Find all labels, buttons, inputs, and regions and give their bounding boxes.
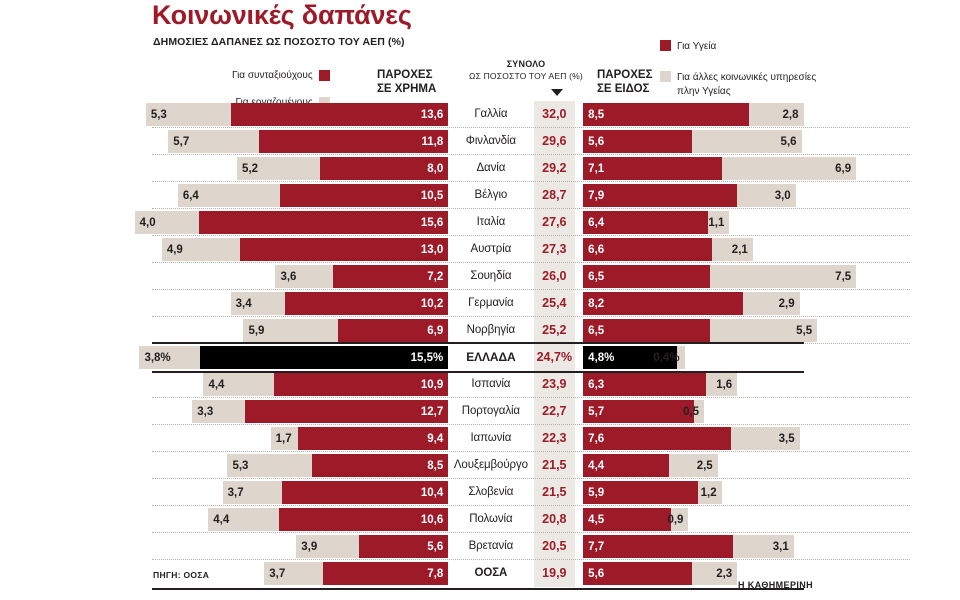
right-bar-group	[583, 535, 960, 558]
bar-pensions	[274, 373, 448, 396]
bar-value-other-services: 0,9	[667, 513, 684, 526]
bar-value-workers: 4,4	[213, 513, 230, 526]
chart-row	[0, 263, 960, 290]
bar-value-workers: 3,8%	[144, 351, 171, 364]
bar-health	[583, 103, 749, 126]
bar-value-workers: 5,3	[150, 108, 167, 121]
bar-health	[583, 319, 710, 342]
country-label: Βέλγιο	[474, 189, 508, 201]
country-label: Ισπανία	[471, 378, 511, 390]
total-value: 29,6	[534, 128, 576, 155]
country-label: Νορβηγία	[466, 324, 516, 336]
bar-health	[583, 454, 669, 477]
header-inkind-line1: ΠΑΡΟΧΕΣ	[597, 69, 653, 81]
left-bar-group	[0, 238, 448, 261]
right-bar-group	[583, 400, 960, 423]
bar-workers	[264, 562, 323, 585]
bar-pensions	[279, 508, 449, 531]
bar-other-services	[710, 319, 817, 342]
bar-value-health: 4,4	[588, 459, 605, 472]
bar-health	[583, 265, 710, 288]
bar-value-health: 6,5	[588, 324, 605, 337]
bar-value-pensions: 10,4	[420, 486, 444, 499]
left-bar-group	[0, 130, 448, 153]
legend-label-other: Για άλλες κοινωνικές υπηρεσίες πλην Υγείας	[677, 72, 817, 97]
bar-workers	[231, 292, 285, 315]
bar-value-health: 6,6	[588, 243, 605, 256]
bar-value-pensions: 11,8	[421, 135, 444, 148]
left-bar-group	[0, 265, 448, 288]
bar-value-pensions: 10,2	[420, 297, 444, 310]
bar-value-other-services: 5,5	[796, 324, 813, 337]
total-value: 25,4	[534, 290, 576, 317]
bar-other-services	[692, 562, 737, 585]
country-label: Λουξεμβούργο	[453, 459, 528, 471]
right-bar-group	[583, 184, 960, 207]
chart-row	[0, 506, 960, 533]
total-value: 22,3	[534, 425, 576, 452]
right-bar-group	[583, 211, 960, 234]
bar-value-health: 6,3	[588, 378, 605, 391]
down-arrow-icon	[551, 89, 563, 96]
bar-value-health: 7,6	[588, 432, 605, 445]
bar-health	[583, 157, 721, 180]
bar-value-workers: 4,4	[208, 378, 225, 391]
bar-workers	[296, 535, 358, 558]
legend-label-pensions: Για συνταξιούχους	[232, 70, 313, 81]
bar-pensions	[199, 211, 449, 234]
bar-value-workers: 6,4	[182, 189, 199, 202]
bar-pensions	[285, 292, 448, 315]
right-bar-group	[583, 346, 960, 369]
country-label: Γαλλία	[474, 108, 508, 120]
bar-other-services	[683, 400, 704, 423]
bar-value-workers: 5,2	[242, 162, 259, 175]
country-label: Πορτογαλία	[461, 405, 520, 417]
header-total-line1: ΣΥΝΟΛΟ	[506, 59, 546, 69]
bar-other-services	[722, 157, 857, 180]
right-bar-group	[583, 481, 960, 504]
left-bar-group	[0, 454, 448, 477]
bar-other-services	[669, 454, 718, 477]
bar-value-pensions: 15,6	[420, 216, 444, 229]
bar-pensions	[323, 562, 448, 585]
right-bar-group	[583, 319, 960, 342]
bar-value-workers: 3,3	[197, 405, 214, 418]
bar-value-other-services: 1,1	[708, 216, 725, 229]
footer-divider	[152, 588, 804, 590]
left-bar-group	[0, 508, 448, 531]
bar-other-services	[749, 103, 804, 126]
total-value: 27,6	[534, 209, 576, 236]
bar-workers	[162, 238, 240, 261]
bar-workers	[135, 211, 199, 234]
chart-row	[0, 155, 960, 182]
bar-value-health: 8,5	[588, 108, 605, 121]
bar-value-pensions: 10,5	[420, 189, 444, 202]
bar-value-pensions: 7,8	[427, 567, 444, 580]
bar-value-health: 7,1	[588, 162, 605, 175]
bar-value-workers: 5,3	[232, 459, 249, 472]
bar-value-other-services: 1,2	[700, 486, 717, 499]
bar-workers	[168, 130, 259, 153]
bar-other-services	[706, 373, 737, 396]
bar-other-services	[698, 481, 721, 504]
country-label: Ιαπωνία	[470, 432, 512, 444]
bar-other-services	[692, 130, 801, 153]
bar-health	[583, 481, 698, 504]
bar-value-pensions: 9,4	[427, 432, 444, 445]
header-total	[462, 58, 590, 82]
bar-workers	[139, 346, 200, 369]
bar-value-workers: 3,7	[227, 486, 244, 499]
legend-swatch-beige-other-icon	[660, 71, 671, 82]
header-cash-benefits	[377, 68, 447, 96]
bar-value-other-services: 6,9	[835, 162, 852, 175]
bar-pensions	[240, 238, 448, 261]
left-bar-group	[0, 184, 448, 207]
bar-value-health: 5,6	[588, 135, 605, 148]
bar-pensions	[245, 400, 448, 423]
left-bar-group	[0, 103, 448, 126]
left-bar-group	[0, 211, 448, 234]
bar-pensions	[359, 535, 449, 558]
bar-other-services	[708, 211, 729, 234]
bar-pensions	[312, 454, 448, 477]
bar-value-workers: 3,7	[269, 567, 286, 580]
left-bar-group	[0, 373, 448, 396]
bar-value-pensions: 13,0	[420, 243, 444, 256]
legend-item-other	[660, 71, 832, 98]
bar-value-health: 4,5	[588, 513, 605, 526]
total-value: 27,3	[534, 236, 576, 263]
bar-value-workers: 4,9	[166, 243, 183, 256]
bar-value-pensions: 5,6	[427, 540, 444, 553]
country-label: Αυστρία	[470, 243, 512, 255]
bar-other-services	[733, 535, 793, 558]
right-bar-group	[583, 130, 960, 153]
right-bar-group	[583, 292, 960, 315]
total-value: 24,7%	[534, 344, 576, 371]
bar-pensions	[333, 265, 448, 288]
bar-value-health: 7,7	[588, 540, 605, 553]
total-value: 21,5	[534, 452, 576, 479]
bar-value-pensions: 13,6	[420, 108, 444, 121]
left-bar-group	[0, 292, 448, 315]
bar-pensions	[282, 481, 448, 504]
bar-health	[583, 211, 708, 234]
bar-health	[583, 130, 692, 153]
bar-value-health: 5,9	[588, 486, 605, 499]
chart-row	[0, 560, 960, 587]
bar-value-health: 5,6	[588, 567, 605, 580]
header-cash-line1: ΠΑΡΟΧΕΣ	[377, 69, 433, 81]
right-bar-group	[583, 508, 960, 531]
total-value: 28,7	[534, 182, 576, 209]
total-value: 19,9	[534, 560, 576, 587]
chart-row	[0, 317, 960, 344]
total-value: 21,5	[534, 479, 576, 506]
bar-workers	[208, 508, 278, 531]
bar-health	[583, 535, 733, 558]
bar-workers	[146, 103, 231, 126]
country-label: Πολωνία	[469, 513, 513, 525]
bar-other-services	[653, 346, 685, 369]
right-bar-group	[583, 265, 960, 288]
bar-value-pensions: 6,9	[427, 324, 444, 337]
country-label: Βρετανία	[468, 540, 514, 552]
bar-pensions	[298, 427, 448, 450]
bar-workers	[203, 373, 273, 396]
bar-other-services	[710, 265, 856, 288]
bar-other-services	[743, 292, 800, 315]
bar-health	[583, 238, 712, 261]
bar-health	[583, 373, 706, 396]
bar-value-pensions: 7,2	[427, 270, 444, 283]
bar-value-other-services: 2,3	[716, 567, 733, 580]
bar-workers	[227, 454, 312, 477]
bar-value-other-services: 2,9	[778, 297, 795, 310]
bar-value-health: 6,4	[588, 216, 605, 229]
bar-value-other-services: 3,0	[774, 189, 791, 202]
bar-other-services	[731, 427, 799, 450]
header-total-line2: ΩΣ ΠΟΣΟΣΤΟ ΤΟΥ ΑΕΠ (%)	[469, 71, 583, 81]
chart-row	[0, 452, 960, 479]
bar-other-services	[737, 184, 796, 207]
bar-value-pensions: 10,6	[420, 513, 444, 526]
bar-health	[583, 184, 737, 207]
chart-row	[0, 182, 960, 209]
chart-row	[0, 290, 960, 317]
legend-item-health	[660, 40, 832, 67]
chart-row	[0, 371, 960, 398]
greece-rule-top	[152, 342, 804, 344]
total-value: 32,0	[534, 101, 576, 128]
legend-swatch-red-health-icon	[660, 40, 671, 51]
header-cash-line2: ΣΕ ΧΡΗΜΑ	[377, 83, 437, 95]
left-bar-group	[0, 157, 448, 180]
chart-row	[0, 344, 960, 371]
bar-value-other-services: 3,1	[772, 540, 789, 553]
right-bar-group	[583, 238, 960, 261]
chart-row	[0, 425, 960, 452]
bar-value-health: 5,7	[588, 405, 605, 418]
bar-other-services	[712, 238, 753, 261]
bar-workers	[192, 400, 245, 423]
bar-health	[583, 508, 671, 531]
bar-value-other-services: 1,6	[716, 378, 733, 391]
bar-value-health: 7,9	[588, 189, 605, 202]
chart-rows	[0, 101, 960, 587]
bar-value-pensions: 8,5	[427, 459, 444, 472]
bar-workers	[178, 184, 280, 207]
country-label: Ιταλία	[476, 216, 506, 228]
bar-workers	[243, 319, 337, 342]
total-value: 25,2	[534, 317, 576, 344]
bar-pensions	[231, 103, 449, 126]
legend-item-pensions	[232, 62, 330, 89]
bar-other-services	[667, 508, 689, 531]
bar-value-other-services: 0,4%	[653, 351, 680, 364]
country-label: ΕΛΛΑΔΑ	[466, 350, 516, 364]
country-label: ΟΟΣΑ	[474, 567, 508, 579]
bar-value-workers: 4,0	[139, 216, 156, 229]
chart-row	[0, 398, 960, 425]
bar-value-other-services: 5,6	[780, 135, 797, 148]
bar-value-other-services: 2,1	[731, 243, 748, 256]
bar-value-health: 8,2	[588, 297, 605, 310]
country-label: Σλοβενία	[468, 486, 514, 498]
total-value: 26,0	[534, 263, 576, 290]
left-bar-group	[0, 535, 448, 558]
bar-workers	[223, 481, 282, 504]
left-bar-group	[0, 562, 448, 585]
bar-pensions	[320, 157, 448, 180]
bar-value-workers: 1,7	[275, 432, 292, 445]
bar-pensions	[259, 130, 448, 153]
bar-pensions	[200, 346, 448, 369]
legend-right	[660, 40, 832, 102]
bar-pensions	[338, 319, 448, 342]
legend-swatch-red-icon	[319, 70, 330, 81]
bar-value-pensions: 10,9	[420, 378, 444, 391]
total-value: 23,9	[534, 371, 576, 398]
chart-subtitle: ΔΗΜΟΣΙΕΣ ΔΑΠΑΝΕΣ ΩΣ ΠΟΣΟΣΤΟ ΤΟΥ ΑΕΠ (%)	[153, 36, 405, 48]
left-bar-group	[0, 319, 448, 342]
bar-value-workers: 5,9	[248, 324, 265, 337]
greece-rule-bottom	[152, 371, 804, 373]
left-bar-group	[0, 427, 448, 450]
legend-label-health: Για Υγεία	[677, 41, 717, 52]
bar-value-other-services: 7,5	[835, 270, 852, 283]
right-bar-group	[583, 373, 960, 396]
bar-value-workers: 5,7	[173, 135, 190, 148]
bar-value-workers: 3,6	[280, 270, 297, 283]
chart-row	[0, 533, 960, 560]
right-bar-group	[583, 454, 960, 477]
source-note: ΠΗΓΗ: ΟΟΣΑ	[153, 570, 210, 580]
bar-value-other-services: 2,5	[696, 459, 713, 472]
bar-value-workers: 3,9	[301, 540, 318, 553]
bar-value-other-services: 2,8	[782, 108, 799, 121]
bar-value-workers: 3,4	[235, 297, 252, 310]
country-label: Γερμανία	[468, 297, 514, 309]
header-inkind-line2: ΣΕ ΕΙΔΟΣ	[597, 83, 650, 95]
chart-row	[0, 479, 960, 506]
bar-health	[583, 292, 743, 315]
country-label: Σουηδία	[470, 270, 512, 282]
chart-row	[0, 236, 960, 263]
bar-value-health: 4,8%	[588, 351, 615, 364]
bar-pensions	[280, 184, 448, 207]
page-title: Κοινωνικές δαπάνες	[152, 0, 412, 30]
chart-row	[0, 101, 960, 128]
right-bar-group	[583, 427, 960, 450]
country-label: Φινλανδία	[465, 135, 516, 147]
bar-workers	[275, 265, 333, 288]
bar-workers	[237, 157, 320, 180]
total-value: 20,8	[534, 506, 576, 533]
bar-value-other-services: 3,5	[778, 432, 795, 445]
chart-row	[0, 128, 960, 155]
bar-health	[583, 427, 731, 450]
bar-value-other-services: 0,5	[683, 405, 700, 418]
bar-value-pensions: 12,7	[420, 405, 444, 418]
left-bar-group	[0, 346, 448, 369]
bar-health	[583, 562, 692, 585]
left-bar-group	[0, 481, 448, 504]
total-value: 20,5	[534, 533, 576, 560]
bar-value-pensions: 8,0	[427, 162, 444, 175]
brand-label: Η ΚΑΘΗΜΕΡΙΝΗ	[738, 580, 814, 590]
total-value: 22,7	[534, 398, 576, 425]
country-label: Δανία	[476, 162, 506, 174]
bar-value-health: 6,5	[588, 270, 605, 283]
bar-workers	[271, 427, 298, 450]
bar-value-pensions: 15,5%	[410, 351, 444, 364]
right-bar-group	[583, 103, 960, 126]
right-bar-group	[583, 157, 960, 180]
total-value: 29,2	[534, 155, 576, 182]
chart-row	[0, 209, 960, 236]
left-bar-group	[0, 400, 448, 423]
